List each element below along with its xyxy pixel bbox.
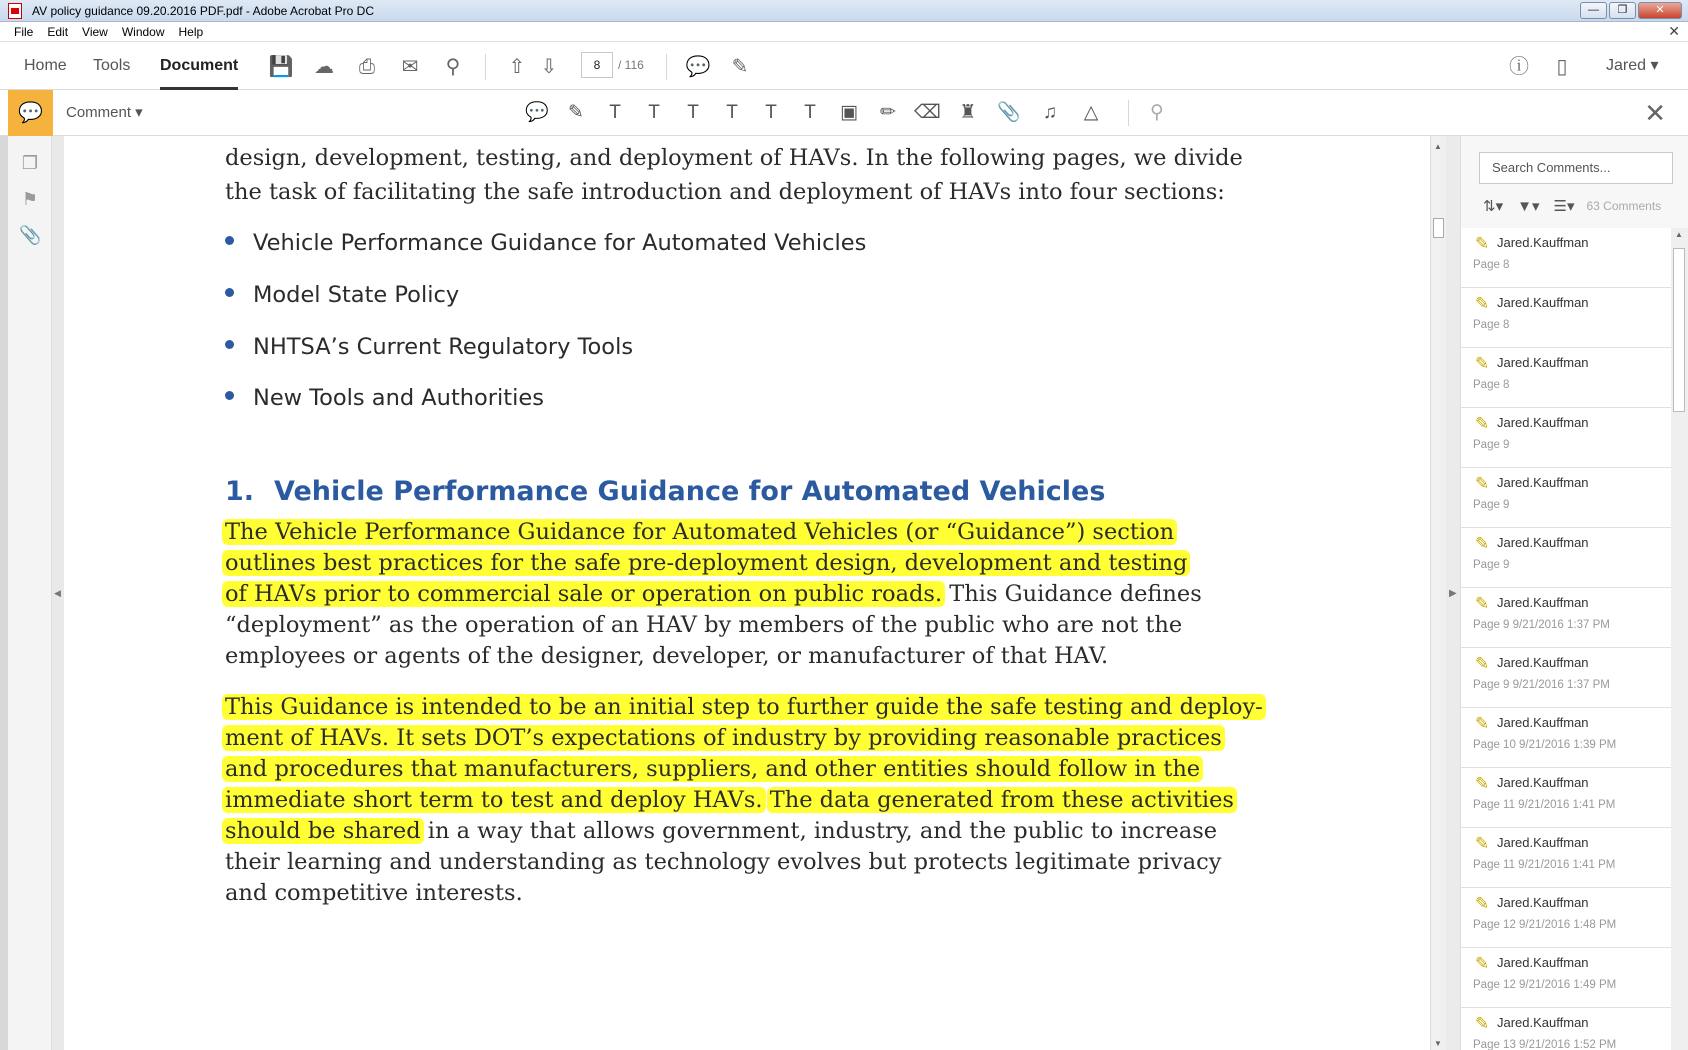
list-item[interactable]: ✎ Jared.Kauffman Page 12 9/21/2016 1:49 PM [1461,948,1673,1008]
bullet-item: Model State Policy [225,282,459,308]
list-item[interactable]: ✎ Jared.Kauffman Page 9 [1461,528,1673,588]
highlight-pen-icon: ✎ [1475,654,1490,673]
stamp-icon[interactable]: ♜ [959,102,977,123]
left-edge [0,136,8,1050]
bullet-item: Vehicle Performance Guidance for Automated Vehicles [225,230,866,256]
list-item[interactable]: ✎ Jared.Kauffman Page 11 9/21/2016 1:41 PM [1461,828,1673,888]
scroll-down-icon[interactable]: ▼ [1434,1039,1442,1048]
list-item[interactable]: ✎ Jared.Kauffman Page 12 9/21/2016 1:48 PM [1461,888,1673,948]
highlight-annotation[interactable]: This Guidance is intended to be an initial step to further guide the safe testing and deploy- [222,694,1266,720]
collapse-right-pane-handle[interactable] [1446,136,1460,1050]
pdf-page [64,136,1430,1050]
paragraph-line [225,516,1174,550]
options-icon[interactable]: ☰▾ [1553,198,1575,215]
save-icon[interactable]: 💾 [268,56,294,78]
comment-dropdown[interactable]: Comment ▾ [66,104,143,121]
underline-text-icon[interactable]: T [609,102,621,123]
bullet-dot-icon [225,391,234,400]
highlight-pen-icon: ✎ [1475,1014,1490,1033]
menu-edit[interactable]: Edit [47,24,69,39]
comment-toolbar [0,90,1688,136]
list-item[interactable]: ✎ Jared.Kauffman Page 8 [1461,288,1673,348]
list-item[interactable]: ✎ Jared.Kauffman Page 9 9/21/2016 1:37 PM [1461,588,1673,648]
page-number-input[interactable]: 8 [581,52,613,78]
highlight-pen-icon: ✎ [1475,714,1490,733]
comments-list [1461,228,1673,1050]
text-comment-icon[interactable]: T [648,102,660,123]
navigation-pane [8,136,52,1050]
close-document-icon[interactable]: ✕ [1668,23,1680,39]
minimize-button[interactable]: — [1580,2,1607,19]
list-item[interactable]: ✎ Jared.Kauffman Page 9 [1461,468,1673,528]
upload-cloud-icon[interactable]: ☁ [314,56,334,78]
page-thumbnails-icon[interactable]: ❐ [21,153,39,173]
separator [666,54,667,80]
previous-page-icon[interactable]: ⇧ [508,56,526,78]
bookmarks-icon[interactable]: ⚑ [21,189,39,209]
highlight-pen-icon: ✎ [1475,294,1490,313]
paragraph-line [225,784,1234,818]
separator [485,54,486,80]
replace-text-icon[interactable]: T [726,102,738,123]
help-icon[interactable]: ⓘ [1509,56,1529,78]
attach-file-icon[interactable]: 📎 [997,102,1021,123]
comments-panel [1460,136,1688,1050]
bullet-dot-icon [225,340,234,349]
tab-document[interactable]: Document [160,42,238,90]
acrobat-icon [8,3,22,19]
scroll-up-icon[interactable]: ▲ [1434,142,1442,151]
filter-icon[interactable]: ▼▾ [1517,198,1540,215]
comment-count: 63 Comments [1586,199,1662,213]
tab-home[interactable]: Home [24,57,67,74]
highlight-pen-icon: ✎ [1475,834,1490,853]
pencil-icon[interactable]: ✏ [880,102,896,123]
highlight-annotation[interactable]: and procedures that manufacturers, suppliers, and other entities should follow in the [222,756,1203,782]
search-icon[interactable]: ⚲ [445,56,461,78]
highlight-annotation[interactable]: immediate short term to test and deploy HAVs. [222,787,766,813]
attachments-icon[interactable]: 📎 [19,225,42,245]
highlight-pen-icon: ✎ [1475,414,1490,433]
window-title: AV policy guidance 09.20.2016 PDF.pdf - Adobe Acrobat Pro DC [32,3,374,18]
eraser-icon[interactable]: ⌫ [914,102,941,123]
highlight-pen-icon: ✎ [1475,474,1490,493]
highlight-pen-icon: ✎ [1475,954,1490,973]
highlight-text-icon[interactable]: ✎ [568,102,584,123]
collapse-left-icon: ◀ [54,588,61,598]
list-item[interactable]: ✎ Jared.Kauffman Page 9 [1461,408,1673,468]
paragraph-line: of HAVs prior to commercial sale or operation on public roads. This Guidance defines [225,578,1202,612]
bullet-dot-icon [225,236,234,245]
menu-help[interactable]: Help [178,24,204,39]
highlight-pen-icon: ✎ [1475,534,1490,553]
highlight-annotation[interactable]: The Vehicle Performance Guidance for Automated Vehicles (or “Guidance”) section [222,519,1177,545]
text-box-icon[interactable]: ▣ [840,102,858,123]
collapse-left-pane-handle[interactable] [52,136,64,1050]
paragraph-line: should be shared in a way that allows government, industry, and the public to increase [225,815,1217,849]
bullet-dot-icon [225,288,234,297]
highlight-annotation[interactable]: should be shared [222,818,424,844]
list-item[interactable]: ✎ Jared.Kauffman Page 8 [1461,228,1673,288]
close-comment-tool-icon[interactable]: ✕ [1644,98,1666,128]
highlight-annotation[interactable]: outlines best practices for the safe pre-deployment design, development and testing [222,550,1190,576]
sort-icon[interactable]: ⇅▾ [1483,198,1504,215]
fill-sign-icon[interactable]: ✎ [731,56,749,78]
user-menu[interactable]: Jared ▾ [1606,57,1659,74]
drawing-tools-icon[interactable]: △ [1083,102,1099,123]
highlight-pen-icon: ✎ [1475,234,1490,253]
highlight-annotation[interactable]: ment of HAVs. It sets DOT’s expectations of industry by providing reasonable practices [222,725,1225,751]
collapse-right-icon: ▶ [1449,588,1457,599]
mobile-link-icon[interactable]: ▯ [1556,56,1568,78]
paragraph-line: and competitive interests. [225,880,523,906]
scroll-thumb[interactable] [1673,248,1685,412]
insert-text-icon[interactable]: T [765,102,777,123]
page-total: / 116 [618,58,644,72]
intro-line: the task of facilitating the safe introduction and deployment of HAVs into four sections: [225,178,1225,205]
paragraph-line: “deployment” as the operation of an HAV by members of the public who are not the [225,612,1183,638]
restore-button[interactable]: ❐ [1609,2,1636,19]
paragraph-line [225,547,1187,581]
paragraph-line [225,691,1263,725]
record-audio-icon[interactable]: ♫ [1042,102,1058,123]
title-bar [0,0,1688,22]
menu-window[interactable]: Window [121,24,165,39]
add-text-icon[interactable]: T [804,102,816,123]
tab-tools[interactable]: Tools [93,57,131,74]
list-item[interactable]: ✎ Jared.Kauffman Page 8 [1461,348,1673,408]
scroll-up-icon[interactable]: ▲ [1675,230,1683,239]
paragraph-line: employees or agents of the designer, developer, or manufacturer of that HAV. [225,643,1109,669]
strikethrough-icon[interactable]: T [687,102,699,123]
comments-toolbar [1483,194,1661,218]
paragraph-line [225,753,1200,787]
comments-scrollbar[interactable] [1671,228,1688,1050]
scroll-thumb[interactable] [1433,218,1444,238]
highlight-pen-icon: ✎ [1475,894,1490,913]
document-scrollbar[interactable] [1430,136,1446,1050]
search-comments-input[interactable]: Search Comments... [1479,152,1673,184]
comment-tool-badge-icon: 💬 [8,90,53,136]
list-item[interactable]: ✎ Jared.Kauffman Page 10 9/21/2016 1:39 PM [1461,708,1673,768]
sticky-note-icon[interactable]: 💬 [525,102,549,123]
list-item[interactable]: ✎ Jared.Kauffman Page 9 9/21/2016 1:37 PM [1461,648,1673,708]
bullet-item: New Tools and Authorities [225,385,544,411]
paragraph-line: their learning and understanding as technology evolves but protects legitimate privacy [225,849,1222,875]
menu-bar [0,22,1688,42]
print-icon[interactable]: ⎙ [359,56,375,78]
highlight-annotation[interactable]: The data generated from these activities [767,787,1237,813]
highlight-pen-icon: ✎ [1475,774,1490,793]
menu-file[interactable]: File [14,24,34,39]
paragraph-line [225,722,1222,756]
pin-icon[interactable]: ⚲ [1150,102,1164,123]
list-item[interactable]: ✎ Jared.Kauffman Page 11 9/21/2016 1:41 PM [1461,768,1673,828]
separator [1128,100,1129,126]
email-icon[interactable]: ✉ [401,56,419,78]
intro-line: design, development, testing, and deployment of HAVs. In the following pages, we divide [225,145,1243,171]
highlight-pen-icon: ✎ [1475,354,1490,373]
menu-view[interactable]: View [82,24,108,39]
comment-icon[interactable]: 💬 [685,56,711,78]
main-toolbar [0,42,1688,90]
next-page-icon[interactable]: ⇩ [540,56,558,78]
highlight-annotation[interactable]: of HAVs prior to commercial sale or operation on public roads. [222,581,945,607]
bullet-item: NHTSA’s Current Regulatory Tools [225,334,633,360]
section-heading: 1. Vehicle Performance Guidance for Automated Vehicles [225,476,1106,507]
highlight-pen-icon: ✎ [1475,594,1490,613]
list-item[interactable]: ✎ Jared.Kauffman Page 13 9/21/2016 1:52 PM [1461,1008,1673,1050]
window-controls [1580,2,1682,19]
close-window-button[interactable]: ✕ [1638,2,1682,19]
